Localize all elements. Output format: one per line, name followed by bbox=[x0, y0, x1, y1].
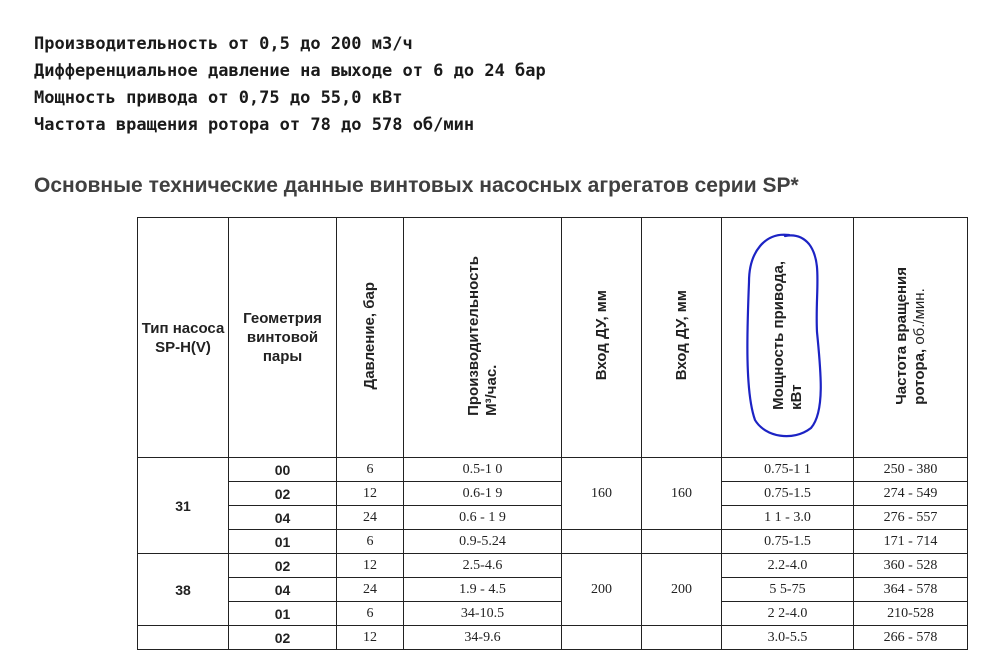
table-header-row bbox=[138, 218, 968, 458]
pressure-cell: 6 bbox=[337, 602, 404, 626]
geometry-cell: 01 bbox=[229, 602, 337, 626]
outlet-cell: 200 bbox=[642, 554, 722, 626]
header-power-line1: Мощность привода, bbox=[769, 261, 787, 410]
capacity-cell: 2.5-4.6 bbox=[404, 554, 562, 578]
table-row bbox=[138, 602, 968, 626]
spec-pressure: Дифференциальное давление на выходе от 6 до 24 бар bbox=[34, 61, 546, 81]
capacity-cell: 34-9.6 bbox=[404, 626, 562, 650]
header-speed-line1: Частота вращения bbox=[892, 266, 910, 405]
table-row bbox=[138, 626, 968, 650]
geometry-cell: 00 bbox=[229, 458, 337, 482]
header-speed-unit: об./мин. bbox=[910, 287, 928, 349]
geometry-cell: 04 bbox=[229, 506, 337, 530]
speed-cell: 360 - 528 bbox=[854, 554, 968, 578]
header-inlet bbox=[562, 218, 642, 458]
pump-type-cell: 38 bbox=[138, 554, 229, 626]
power-cell: 0.75-1.5 bbox=[722, 530, 854, 554]
capacity-cell: 0.6 - 1 9 bbox=[404, 506, 562, 530]
header-speed bbox=[854, 218, 968, 458]
power-cell: 0.75-1.5 bbox=[722, 482, 854, 506]
power-cell: 2.2-4.0 bbox=[722, 554, 854, 578]
inlet-cell: 200 bbox=[562, 554, 642, 626]
header-outlet bbox=[642, 218, 722, 458]
outlet-cell bbox=[642, 530, 722, 554]
pressure-cell: 6 bbox=[337, 458, 404, 482]
capacity-cell: 34-10.5 bbox=[404, 602, 562, 626]
table-row bbox=[138, 458, 968, 482]
header-capacity bbox=[404, 218, 562, 458]
header-inlet-label: Вход ДУ, мм bbox=[592, 290, 610, 381]
speed-cell: 210-528 bbox=[854, 602, 968, 626]
speed-cell: 276 - 557 bbox=[854, 506, 968, 530]
pressure-cell: 24 bbox=[337, 578, 404, 602]
pressure-cell: 6 bbox=[337, 530, 404, 554]
power-cell: 0.75-1 1 bbox=[722, 458, 854, 482]
power-cell: 5 5-75 bbox=[722, 578, 854, 602]
speed-cell: 250 - 380 bbox=[854, 458, 968, 482]
geometry-cell: 02 bbox=[229, 626, 337, 650]
outlet-cell: 160 bbox=[642, 458, 722, 530]
geometry-cell: 02 bbox=[229, 554, 337, 578]
power-cell: 2 2-4.0 bbox=[722, 602, 854, 626]
geometry-cell: 01 bbox=[229, 530, 337, 554]
header-capacity-line1: Производительность bbox=[464, 255, 482, 416]
power-cell: 3.0-5.5 bbox=[722, 626, 854, 650]
inlet-cell bbox=[562, 626, 642, 650]
table-row bbox=[138, 482, 968, 506]
spec-power: Мощность привода от 0,75 до 55,0 кВт bbox=[34, 88, 403, 108]
speed-cell: 274 - 549 bbox=[854, 482, 968, 506]
capacity-cell: 0.9-5.24 bbox=[404, 530, 562, 554]
table-row bbox=[138, 530, 968, 554]
header-capacity-line2: М³/час. bbox=[482, 364, 500, 416]
pump-type-cell bbox=[138, 626, 229, 650]
pressure-cell: 12 bbox=[337, 626, 404, 650]
speed-cell: 266 - 578 bbox=[854, 626, 968, 650]
pressure-cell: 12 bbox=[337, 554, 404, 578]
power-cell: 1 1 - 3.0 bbox=[722, 506, 854, 530]
spec-speed: Частота вращения ротора от 78 до 578 об/мин bbox=[34, 115, 475, 135]
pump-type-cell: 31 bbox=[138, 458, 229, 554]
spec-summary bbox=[34, 31, 546, 139]
inlet-cell: 160 bbox=[562, 458, 642, 530]
header-geometry: Геометрия винтовой пары bbox=[229, 218, 337, 458]
pressure-cell: 12 bbox=[337, 482, 404, 506]
geometry-cell: 04 bbox=[229, 578, 337, 602]
geometry-cell: 02 bbox=[229, 482, 337, 506]
spec-capacity: Производительность от 0,5 до 200 м3/ч bbox=[34, 34, 413, 54]
header-outlet-label: Вход ДУ, мм bbox=[672, 290, 690, 381]
header-power bbox=[722, 218, 854, 458]
outlet-cell bbox=[642, 626, 722, 650]
header-power-line2: кВт bbox=[787, 384, 805, 410]
capacity-cell: 0.6-1 9 bbox=[404, 482, 562, 506]
speed-cell: 364 - 578 bbox=[854, 578, 968, 602]
section-heading: Основные технические данные винтовых насосных агрегатов серии SP* bbox=[34, 174, 799, 197]
technical-data-table bbox=[137, 217, 968, 650]
header-speed-line2: ротора, bbox=[910, 348, 928, 405]
table-row bbox=[138, 506, 968, 530]
table-row bbox=[138, 578, 968, 602]
table-row bbox=[138, 554, 968, 578]
capacity-cell: 0.5-1 0 bbox=[404, 458, 562, 482]
capacity-cell: 1.9 - 4.5 bbox=[404, 578, 562, 602]
header-pump-type: Тип насоса SP-H(V) bbox=[138, 218, 229, 458]
speed-cell: 171 - 714 bbox=[854, 530, 968, 554]
header-pressure bbox=[337, 218, 404, 458]
pressure-cell: 24 bbox=[337, 506, 404, 530]
header-pressure-label: Давление, бар bbox=[361, 281, 378, 390]
inlet-cell bbox=[562, 530, 642, 554]
